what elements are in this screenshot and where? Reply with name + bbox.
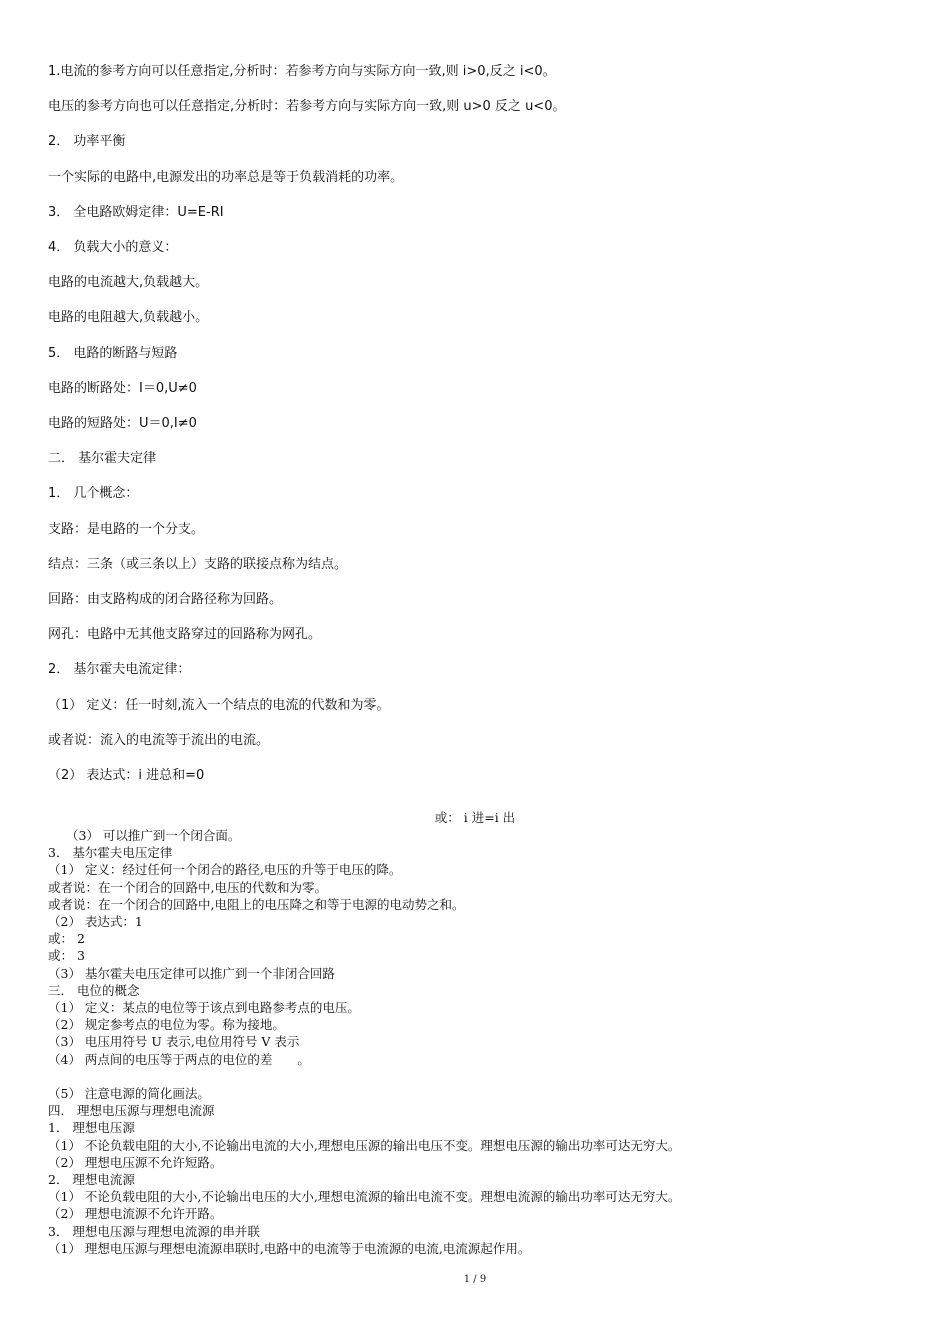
section-heading: 3． 全电路欧姆定律：U=E-RI <box>48 204 224 220</box>
text-line: 电路的短路处：U＝0,I≠0 <box>48 416 197 432</box>
section-heading: 3． 理想电压源与理想电流源的串并联 <box>48 1223 260 1239</box>
text-line: 或： 3 <box>48 948 85 964</box>
text-line: 电压的参考方向也可以任意指定,分析时：若参考方向与实际方向一致,则 u>0 反之 u<0。 <box>48 99 566 115</box>
section-heading: 5． 电路的断路与短路 <box>48 345 178 361</box>
section-heading: 2． 功率平衡 <box>48 134 126 150</box>
text-line: 电路的电阻越大,负载越小。 <box>48 310 209 326</box>
section-heading: 2． 基尔霍夫电流定律： <box>48 662 191 678</box>
text-line: （3） 基尔霍夫电压定律可以推广到一个非闭合回路 <box>48 965 335 981</box>
chapter-heading: 二． 基尔霍夫定律 <box>48 451 157 467</box>
page-number: 1 / 9 <box>463 1274 487 1285</box>
text-line: （2） 理想电压源不允许短路。 <box>48 1154 223 1170</box>
document-body-upper <box>48 54 908 793</box>
text-line: （4） 两点间的电压等于两点的电位的差 。 <box>48 1051 310 1067</box>
section-heading: 3． 基尔霍夫电压定律 <box>48 845 173 861</box>
text-line: 回路：由支路构成的闭合路径称为回路。 <box>48 592 283 608</box>
text-line: （2） 表达式：1 <box>48 914 143 930</box>
text-line: （1） 定义：经过任何一个闭合的路径,电压的升等于电压的降。 <box>48 862 402 878</box>
chapter-heading: 四． 理想电压源与理想电流源 <box>48 1103 215 1119</box>
section-heading: 1． 几个概念： <box>48 486 139 502</box>
text-line: 一个实际的电路中,电源发出的功率总是等于负载消耗的功率。 <box>48 169 404 185</box>
formula-line: 或： i 进=i 出 <box>434 810 516 825</box>
chapter-heading: 三． 电位的概念 <box>48 982 140 998</box>
text-line: 电路的电流越大,负载越大。 <box>48 275 209 291</box>
text-line: 或： 2 <box>48 931 85 947</box>
text-line: 1.电流的参考方向可以任意指定,分析时：若参考方向与实际方向一致,则 i>0,反之 i<0。 <box>48 64 556 79</box>
blank-line <box>48 1068 918 1085</box>
text-line: （2） 规定参考点的电位为零。称为接地。 <box>48 1017 285 1033</box>
text-line: 结点：三条（或三条以上）支路的联接点称为结点。 <box>48 556 348 572</box>
text-line: 电路的断路处：I＝0,U≠0 <box>48 380 197 396</box>
text-line: （5） 注意电源的简化画法。 <box>48 1086 210 1102</box>
section-heading: 2． 理想电流源 <box>48 1172 135 1188</box>
section-heading: 1． 理想电压源 <box>48 1120 135 1136</box>
document-body-lower <box>48 827 918 1257</box>
text-line: （1） 理想电压源与理想电流源串联时,电路中的电流等于电流源的电流,电流源起作用。 <box>48 1240 531 1256</box>
text-line: （1） 不论负载电阻的大小,不论输出电压的大小,理想电流源的输出电流不变。理想电流源的输出功率可达无穷大。 <box>48 1189 681 1205</box>
section-heading: 4． 负载大小的意义： <box>48 240 178 256</box>
text-line: 或者说：在一个闭合的回路中,电阻上的电压降之和等于电源的电动势之和。 <box>48 896 465 912</box>
text-line: 或者说：在一个闭合的回路中,电压的代数和为零。 <box>48 879 327 895</box>
text-line: （2） 表达式：i 进总和=0 <box>48 768 205 784</box>
text-line: （1） 定义：某点的电位等于该点到电路参考点的电压。 <box>48 1000 360 1016</box>
text-line: （3） 电压用符号 U 表示,电位用符号 V 表示 <box>48 1034 300 1050</box>
text-line: （1） 不论负载电阻的大小,不论输出电流的大小,理想电压源的输出电压不变。理想电压源的输出功率可达无穷大。 <box>48 1137 681 1153</box>
text-line: 支路：是电路的一个分支。 <box>48 521 205 537</box>
text-line: 或者说：流入的电流等于流出的电流。 <box>48 732 270 748</box>
text-line: 网孔：电路中无其他支路穿过的回路称为网孔。 <box>48 627 322 643</box>
text-line: （3） 可以推广到一个闭合面。 <box>66 828 241 843</box>
text-line: （2） 理想电流源不允许开路。 <box>48 1206 223 1222</box>
text-line: （1） 定义：任一时刻,流入一个结点的电流的代数和为零。 <box>48 697 390 713</box>
